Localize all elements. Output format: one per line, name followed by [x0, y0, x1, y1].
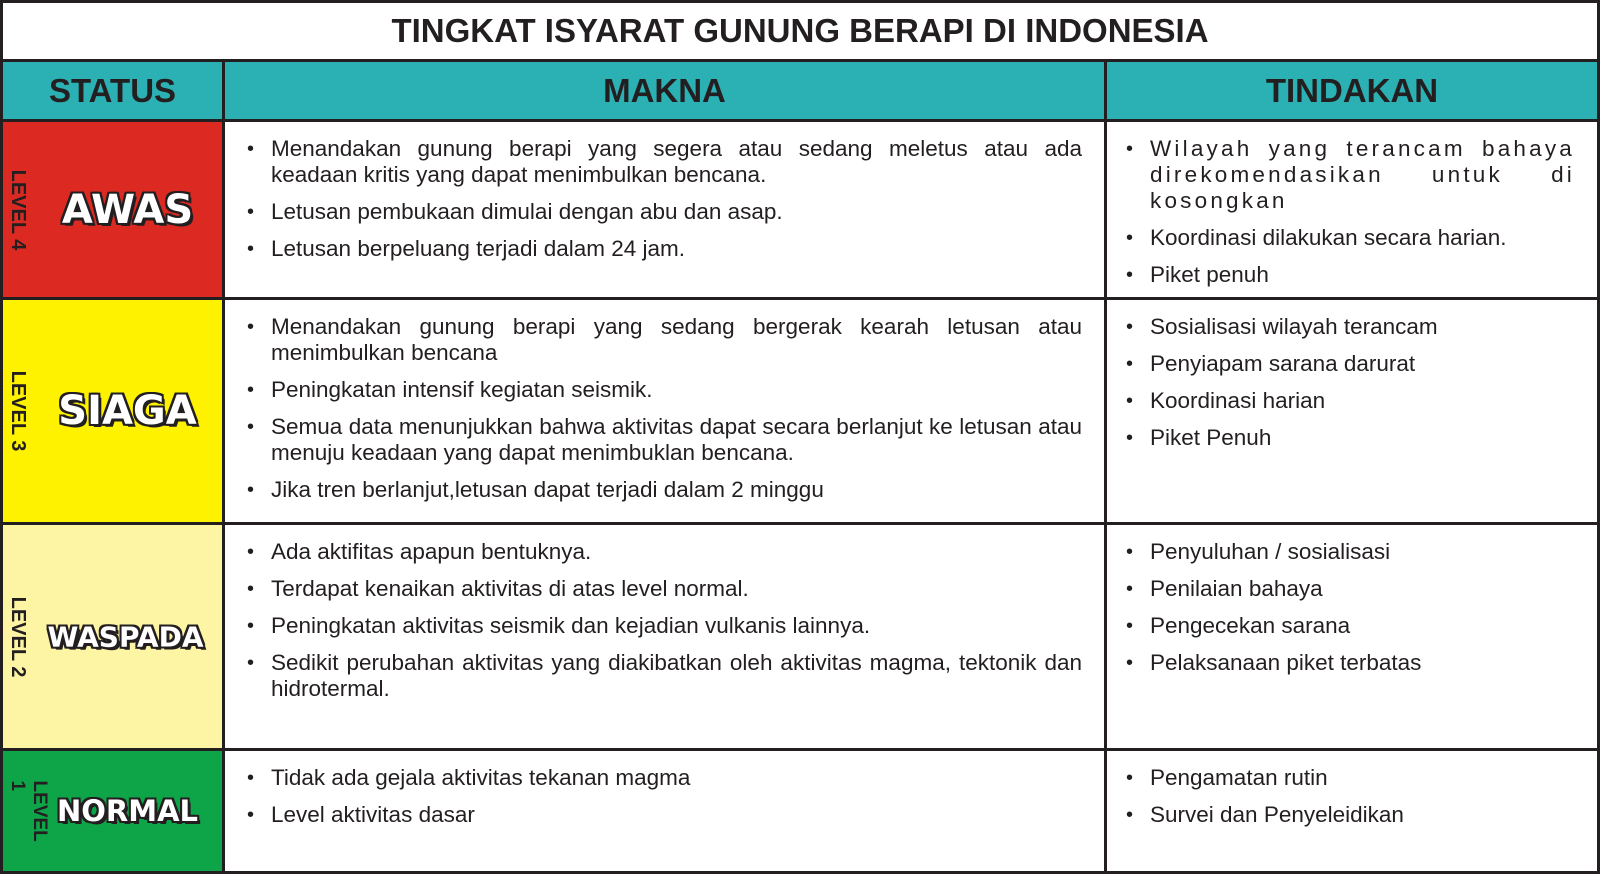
status-cell-waspada — [3, 525, 225, 748]
list-item: • Pelaksanaan piket terbatas — [1150, 650, 1575, 676]
list-item: • Penyuluhan / sosialisasi — [1150, 539, 1575, 565]
list-item: • Semua data menunjukkan bahwa aktivitas dapat secara berlanjut ke letusan atau menuju keadaan yang dapat menimbuklan bencana. — [271, 414, 1082, 466]
tindakan-cell — [1107, 300, 1597, 522]
level-label: LEVEL 1 — [7, 780, 50, 842]
list-item: • Sedikit perubahan aktivitas yang diakibatkan oleh aktivitas magma, tektonik dan hidrotermal. — [271, 650, 1082, 702]
header-status: STATUS — [3, 62, 225, 119]
list-item: • Jika tren berlanjut,letusan dapat terjadi dalam 2 minggu — [271, 477, 1082, 503]
list-item: • Sosialisasi wilayah terancam — [1150, 314, 1575, 340]
list-item: • Penilaian bahaya — [1150, 576, 1575, 602]
status-name-siaga: SIAGA — [58, 388, 197, 434]
header-makna: MAKNA — [225, 62, 1107, 119]
list-item: • Survei dan Penyeleidikan — [1150, 802, 1575, 828]
status-name-normal: NORMAL — [56, 794, 199, 828]
tindakan-cell — [1107, 525, 1597, 748]
tindakan-cell — [1107, 751, 1597, 871]
list-item: • Terdapat kenaikan aktivitas di atas level normal. — [271, 576, 1082, 602]
status-cell-awas — [3, 122, 225, 297]
status-cell-normal — [3, 751, 225, 871]
list-item: • Tidak ada gejala aktivitas tekanan magma — [271, 765, 1082, 791]
level-label: LEVEL 4 — [7, 169, 29, 250]
makna-cell — [225, 751, 1107, 871]
list-item: • Menandakan gunung berapi yang segera atau sedang meletus atau ada keadaan kritis yang dapat menimbulkan bencana. — [271, 136, 1082, 188]
level-label: LEVEL 3 — [7, 370, 29, 452]
row-level-4 — [3, 122, 1597, 300]
makna-cell — [225, 122, 1107, 297]
title-row — [3, 3, 1597, 62]
list-item: • Piket penuh — [1150, 262, 1575, 288]
list-item: • Pengecekan sarana — [1150, 613, 1575, 639]
list-item: • Peningkatan aktivitas seismik dan kejadian vulkanis lainnya. — [271, 613, 1082, 639]
list-item: • Level aktivitas dasar — [271, 802, 1082, 828]
row-level-2 — [3, 525, 1597, 751]
header-row — [3, 62, 1597, 122]
row-level-1 — [3, 751, 1597, 871]
makna-cell — [225, 300, 1107, 522]
header-tindakan: TINDAKAN — [1265, 71, 1439, 109]
list-item: • Letusan pembukaan dimulai dengan abu dan asap. — [271, 199, 1082, 225]
list-item: • Wilayah yang terancam bahaya direkomendasikan untuk di kosongkan — [1150, 136, 1575, 214]
list-item: • Peningkatan intensif kegiatan seismik. — [271, 377, 1082, 403]
list-item: • Menandakan gunung berapi yang sedang bergerak kearah letusan atau menimbulkan bencana — [271, 314, 1082, 366]
status-name-awas: AWAS — [61, 186, 194, 233]
list-item: • Piket Penuh — [1150, 425, 1575, 451]
list-item: • Koordinasi harian — [1150, 388, 1575, 414]
list-item: • Letusan berpeluang terjadi dalam 24 jam. — [271, 236, 1082, 262]
list-item: • Koordinasi dilakukan secara harian. — [1150, 225, 1575, 251]
page-title: TINGKAT ISYARAT GUNUNG BERAPI DI INDONESIA — [391, 12, 1209, 49]
level-label: LEVEL 2 — [7, 596, 29, 677]
list-item: • Ada aktifitas apapun bentuknya. — [271, 539, 1082, 565]
status-cell-siaga — [3, 300, 225, 522]
row-level-3 — [3, 300, 1597, 525]
tindakan-cell — [1107, 122, 1597, 297]
list-item: • Pengamatan rutin — [1150, 765, 1575, 791]
list-item: • Penyiapam sarana darurat — [1150, 351, 1575, 377]
status-name-waspada: WASPADA — [47, 620, 204, 653]
makna-cell — [225, 525, 1107, 748]
